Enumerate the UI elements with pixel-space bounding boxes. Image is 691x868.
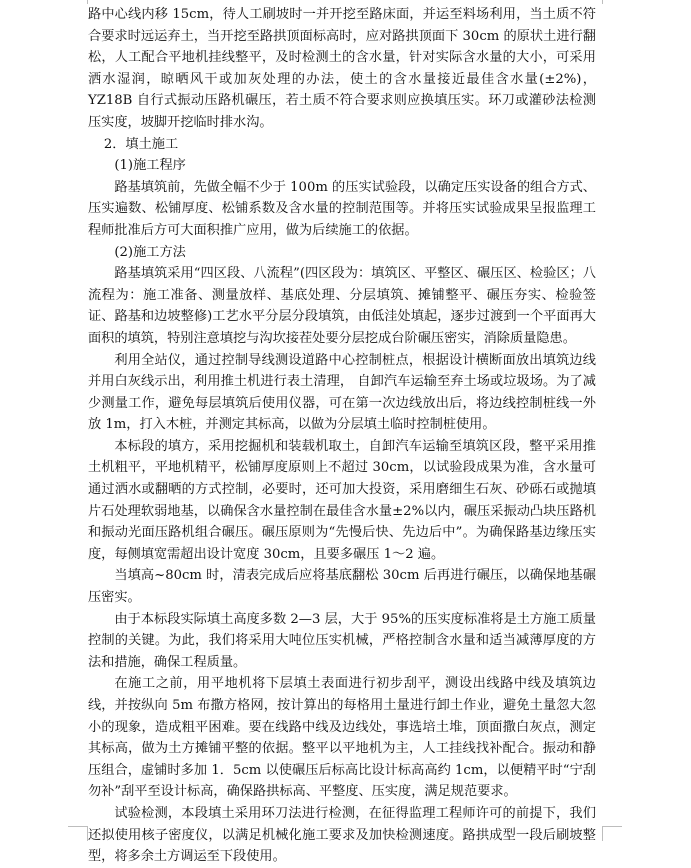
paragraph-trial-section: 路基填筑前，先做全幅不少于 100m 的压实试验段，以确定压实设备的组合方式、压实遍数、松铺厚度、松铺系数及含水量的控制范围等。并将压实试验成果呈报监理工程师批准后方可大面积推广应用，做为后续施工的依据。	[88, 179, 596, 238]
subheading-procedure: (1)施工程序	[114, 158, 186, 174]
paragraph-total-station: 利用全站仪，通过控制导线测设道路中心控制桩点，根据设计横断面放出填筑边线并用白灰线示出，利用推土机进行表土清理， 自卸汽车运输至弃土场或垃圾场。为了减少测量工作，避免每层填筑后使用仪器，可在第一次边线放出后，将边线控制桩线一外放 1m，打入木桩，并测定其标高，以做为分层填土临时控制桩使用。	[88, 352, 596, 433]
margin-mark-right-vertical	[602, 0, 603, 4]
paragraph-fill-source: 本标段的填方，采用挖掘机和装载机取土，自卸汽车运输至填筑区段，整平采用推土机粗平，平地机精平，松铺厚度原则上不超过 30cm，以试验段成果为准，含水量可通过洒水或翻晒的方式控制，必要时，还可加大投资，采用磨细生石灰、砂砾石或抛填片石处理软弱地基，以确保含水量控制在最佳含水量±2%以内，碾压采振动凸块压路机和振动光面压路机组合碾压。碾压原则为“先慢后快、先边后中”。为确保路基边缘压实度，每侧填宽需超出设计宽度 30cm，且要多碾压 1～2 遍。	[88, 438, 596, 562]
margin-mark-left-bottom-horizontal	[68, 826, 88, 827]
paragraph-compaction-key: 由于本标段实际填土高度多数 2—3 层，大于 95%的压实度标准将是土方施工质量控制的关键。为此，我们将采用大吨位压实机械，严格控制含水量和适当减薄厚度的方法和措施，确保工程质量。	[88, 611, 596, 670]
paragraph-fill-height: 当填高~80cm 时，清表完成后应将基底翻松 30cm 后再进行碾压，以确保地基碾压密实。	[88, 568, 596, 606]
document-page	[88, 4, 596, 868]
paragraph-cut-slope: 路中心线内移 15cm，待人工刷坡时一并开挖至路床面，并运至料场利用，当土质不符合要求时远运弃土，当开挖至路拱顶面标高时，应对路拱顶面下 30cm 的原状土进行翻松，人工配合平地机挂线整平，及时检测土的含水量，针对实际含水量的大小，可采用洒水湿润，晾晒风干或加灰处理的办法，使土的含水量接近最佳含水量(±2%)，YZ18B 自行式振动压路机碾压，若土质不符合要求则应换填压实。环刀或灌砂法检测压实度，坡脚开挖临时排水沟。	[88, 7, 596, 130]
paragraph-four-zones: 路基填筑采用“四区段、八流程”(四区段为：填筑区、平整区、碾压区、检验区；八流程为：施工准备、测量放样、基底处理、分层填筑、摊铺整平、碾压夯实、检验签证、路基和边坡整修)工艺水平分层分段填筑，由低洼处填起，逐步过渡到一个平面再大面积的填筑，特别注意填挖与沟坎接茬处要分层挖成台阶碾压密实，消除质量隐患。	[88, 266, 596, 346]
paragraph-grading: 在施工之前，用平地机将下层填土表面进行初步刮平，测设出线路中线及填筑边线，并按纵向 5m 布撒方格网，按计算出的每格用土量进行卸土作业，避免土量忽大忽小的现象，造成粗平困难。要在线路中线及边线处，事选培土堆，顶面撒白灰点，测定其标高，做为土方摊铺平整的依据。整平以平地机为主，人工挂线找补配合。振动和静压组合，虚铺时多加 1．5cm 以使碾压后标高比设计标高高约 1cm，以便精平时“宁刮勿补”刮平至设计标高，确保路拱标高、平整度、压实度，满足规范要求。	[88, 676, 596, 800]
paragraph-testing: 试验检测，本段填土采用环刀法进行检测，在征得监理工程师许可的前提下，我们还拟使用核子密度仪，以满足机械化施工要求及加快检测速度。路拱成型一段后刷坡整型，将多余土方调运至下段使用。	[88, 805, 596, 865]
margin-mark-right-bottom-vertical	[602, 826, 603, 841]
heading-fill-construction: 2．填土施工	[103, 136, 179, 152]
subheading-method: (2)施工方法	[114, 244, 186, 260]
margin-mark-right-bottom-horizontal	[602, 826, 622, 827]
